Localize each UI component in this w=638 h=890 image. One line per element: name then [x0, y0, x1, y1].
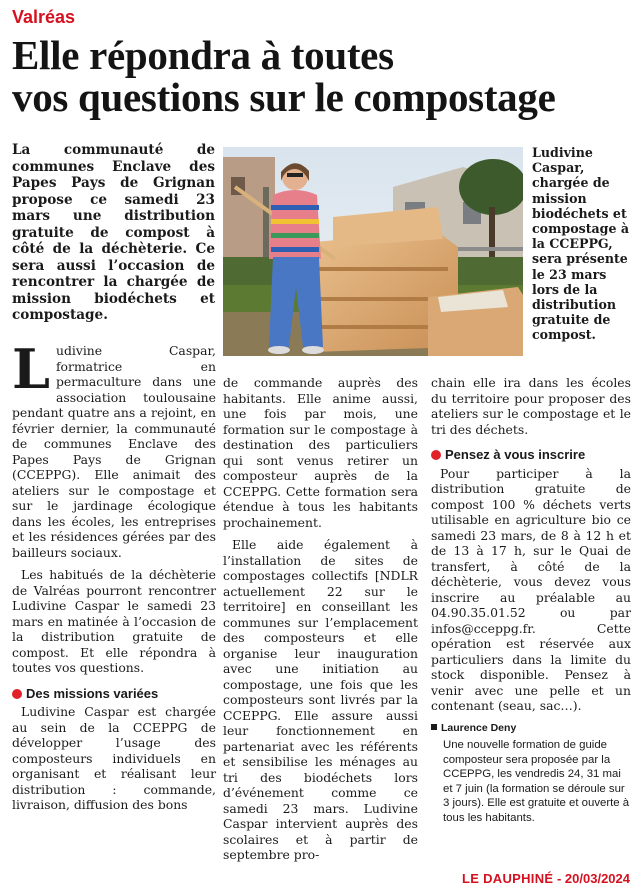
- footer: [462, 871, 630, 886]
- square-bullet-icon: [431, 724, 437, 730]
- subheading-text: Pensez à vous inscrire: [445, 447, 586, 462]
- drop-cap: L: [12, 337, 50, 401]
- headline-line-1: Elle répondra à toutes: [12, 32, 394, 78]
- paragraph: Elle aide également à l’installation de sites de compostages collectifs [NDLR actuellement 22 sur le territoire] en conseillant les communes sur l’emplacement des composteurs et elle organise leur inauguration avec une initiation au compostage, une fois que les composteurs sont livrés par la CCEPPG. Elle assure aussi leur fonctionnement en partenariat avec les référents et sensibilise les ménages au tri des biodéchets lors d’événement comme ce samedi 23 mars. Ludivine Caspar intervient auprès des scolaires et à partir de septembre pro-: [223, 537, 418, 862]
- headline-line-2: vos questions sur le compostage: [12, 74, 556, 120]
- paragraph-intro-text: udivine Caspar, formatrice en permaculture dans une association toulousaine pendant quatre ans a rejoint, en février dernier, la communauté de communes Enclave des Papes Pays de Grignan (CCEPPG). Elle animait des ateliers sur le compostage et sur le jardinage écologique dans les écoles, les entreprises et les résidences gérées par des bailleurs sociaux.: [12, 343, 216, 560]
- subheading: [431, 447, 631, 463]
- photo: [223, 147, 523, 356]
- red-bullet-icon: [431, 450, 441, 460]
- article-column-2: [223, 375, 418, 870]
- paragraph-intro: [12, 337, 216, 560]
- red-bullet-icon: [12, 689, 22, 699]
- subheading-text: Des missions variées: [26, 685, 159, 701]
- article-column-1: [12, 337, 216, 820]
- publication-date: - 20/03/2024: [553, 871, 630, 886]
- byline-author: Laurence Deny: [441, 721, 517, 734]
- kicker: Valréas: [12, 7, 76, 27]
- photo-caption: Ludivine Caspar, chargée de mission biodéchets et compostage à la CCEPPG, sera présente le 23 mars lors de la distribution gratuite de compost.: [532, 145, 630, 343]
- paragraph: Ludivine Caspar est chargée au sein de la CCEPPG de développer l’usage des composteurs individuels en organisant et réalisant leur distribution : commande, livraison, diffusion des bons: [12, 704, 216, 812]
- newspaper-name: LE DAUPHINÉ: [461, 871, 554, 886]
- subheading: [12, 686, 216, 702]
- paragraph: Les habitués de la déchèterie de Valréas pourront rencontrer Ludivine Caspar le samedi 23 mars en matinée à l’occasion de la distribution gratuite de compost. Et elle répondra à toutes vos questions.: [12, 567, 216, 675]
- headline: [12, 34, 632, 118]
- info-note: Une nouvelle formation de guide composteur sera proposée par la CCEPPG, les vendredis 24, 31 mai et 7 juin (la formation se déroule sur 3 jours). Elle est gratuite et ouverte à tous les habitants.: [443, 739, 630, 824]
- paragraph: chain elle ira dans les écoles du territoire pour proposer des ateliers sur le compostage et le tri des déchets.: [431, 375, 631, 437]
- article-column-3: [431, 375, 631, 826]
- paragraph: Pour participer à la distribution gratuite de compost 100 % déchets verts utilisable en agriculture bio ce samedi 23 mars, de 8 à 12 h et de 13 à 17 h, sur le Quai de transfert, à côté de la déchèterie, vous devez vous inscrire au préalable au 04.90.35.01.52 ou par infos@cceppg.fr. Cette opération est réservée aux particuliers dans la limite du stock disponible. Pensez à venir avec une pelle et un contenant (seau, sac…).: [431, 465, 631, 713]
- chapo: La communauté de communes Enclave des Papes Pays de Grignan propose ce samedi 23 mars une distribution gratuite de compost à côté de la déchèterie. Ce sera aussi l’occasion de rencontrer la chargée de mission biodéchets et compostage.: [12, 142, 215, 323]
- byline: [431, 721, 631, 737]
- paragraph: de commande auprès des habitants. Elle anime aussi, une fois par mois, une formation sur le compostage à destination des particuliers qui sont venus retirer un composteur auprès de la CCEPPG. Cette formation sera étendue à tous les habitants prochainement.: [223, 375, 418, 530]
